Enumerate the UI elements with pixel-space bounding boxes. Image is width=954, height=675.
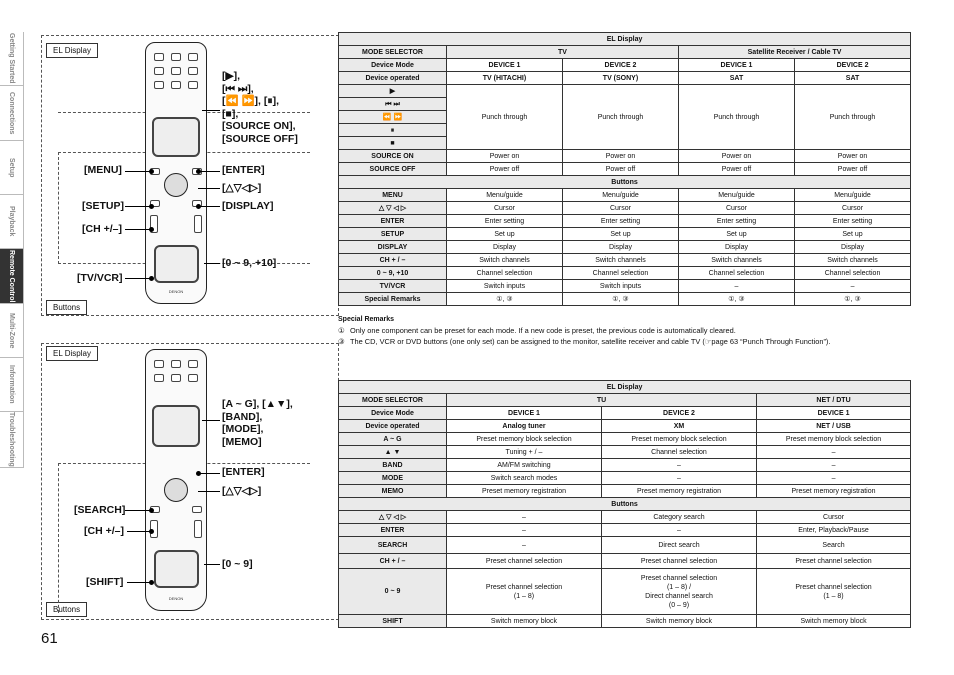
buttons-section: Buttons (339, 498, 911, 511)
table-row: CH + / – Preset channel selection Preset channel selection Preset channel selection (339, 554, 911, 569)
table-row: TV/VCR Switch inputs Switch inputs – – (339, 280, 911, 293)
table-row: △ ▽ ◁ ▷ – Category search Cursor (339, 511, 911, 524)
label-tvvcr: [TV/VCR] (77, 272, 123, 284)
table-row: SOURCE ON Power on Power on Power on Power on (339, 150, 911, 163)
table-tu-net: EL Display MODE SELECTOR TU NET / DTU Device Mode DEVICE 1 DEVICE 2 DEVICE 1 Device operated Analog tuner XM NET / USB A ~ G Preset memory block selection Preset memory block selection Preset memory block selection ▲ ▼ Tuning + / – Channel selection – BAND AM/FM switching – – MODE Switch search modes – – MEMO Preset memory registration Preset memory registration Preset memory registration Buttons △ ▽ ◁ ▷ – Category search Cursor ENTER – – Enter, Playback/Pause SEARCH – Direct search Search CH + / – Preset channel selection Preset channel selection Preset channel selection 0 ~ 9 Preset channel selection (1 – 8) Preset channel selection (1 – 8) / Direct channel search (0 – 9) Preset channel selection (1 – 8) SHIFT Switch memory block Switch memory block Switch memory block (338, 380, 911, 628)
label-digits: [0 ~ 9] (222, 558, 253, 570)
buttons-tag: Buttons (46, 602, 87, 617)
label-shift: [SHIFT] (86, 576, 124, 588)
section-sidebar (0, 32, 24, 468)
table-row: CH + / – Switch channels Switch channels Switch channels Switch channels (339, 254, 911, 267)
sidebar-tab[interactable]: Getting Started (0, 32, 24, 86)
table-title: EL Display (339, 33, 911, 46)
el-display-tag: EL Display (46, 43, 98, 58)
table-row: MODE Switch search modes – – (339, 472, 911, 485)
label-ch: [CH +/–] (82, 223, 122, 235)
sidebar-tab[interactable]: Connections (0, 86, 24, 140)
special-remarks: Special Remarks ① Only one component can be preset for each mode. If a new code is preset, the previous code is automatically cleared. ③ The CD, VCR or DVD buttons (one only set) can be assigned to the monitor, satellite receiver and cable TV (☞page 63 “Punch Through Function”). (338, 316, 831, 346)
transport-labels: [▶], [⏮ ⏭], [⏪ ⏩], [⏸], [■], [SOURCE ON], [SOURCE OFF] (222, 70, 298, 145)
sidebar-tab[interactable]: Playback (0, 195, 24, 249)
sidebar-tab[interactable]: Troubleshooting (0, 412, 24, 468)
denon-logo: DENON (168, 289, 184, 294)
el-display-tag: EL Display (46, 346, 98, 361)
table-row: BAND AM/FM switching – – (339, 459, 911, 472)
buttons-section: Buttons (339, 176, 911, 189)
label-search: [SEARCH] (74, 504, 126, 516)
table-row: △ ▽ ◁ ▷ Cursor Cursor Cursor Cursor (339, 202, 911, 215)
sidebar-tab[interactable]: Setup (0, 141, 24, 195)
table-row: MENU Menu/guide Menu/guide Menu/guide Menu/guide (339, 189, 911, 202)
sidebar-tab[interactable]: Multi-Zone (0, 304, 24, 358)
buttons-tag: Buttons (46, 300, 87, 315)
denon-logo: DENON (168, 596, 184, 601)
label-digits: [0 ~ 9, +10] (222, 257, 277, 269)
table-title: EL Display (339, 381, 911, 394)
table-row: SHIFT Switch memory block Switch memory block Switch memory block (339, 615, 911, 628)
table-row: SEARCH – Direct search Search (339, 537, 911, 554)
label-display: [DISPLAY] (222, 200, 274, 212)
table-row: A ~ G Preset memory block selection Preset memory block selection Preset memory block selection (339, 433, 911, 446)
table-row: 0 ~ 9, +10 Channel selection Channel selection Channel selection Channel selection (339, 267, 911, 280)
label-setup: [SETUP] (82, 200, 124, 212)
table-row: ▲ ▼ Tuning + / – Channel selection – (339, 446, 911, 459)
label-menu: [MENU] (84, 164, 122, 176)
sidebar-tab[interactable]: Information (0, 358, 24, 412)
remote-control-image (145, 349, 207, 611)
tuner-labels: [A ~ G], [▲▼], [BAND], [MODE], [MEMO] (222, 398, 293, 448)
label-ch: [CH +/–] (84, 525, 124, 537)
table-row: SOURCE OFF Power off Power off Power off Power off (339, 163, 911, 176)
label-enter: [ENTER] (222, 164, 265, 176)
page-number: 61 (41, 630, 58, 647)
label-cursor: [△▽◁▷] (222, 182, 262, 194)
table-row: SETUP Set up Set up Set up Set up (339, 228, 911, 241)
label-enter: [ENTER] (222, 466, 265, 478)
table-row: DISPLAY Display Display Display Display (339, 241, 911, 254)
table-row: ENTER – – Enter, Playback/Pause (339, 524, 911, 537)
table-row: Special Remarks ①, ③ ①, ③ ①, ③ ①, ③ (339, 293, 911, 306)
table-row: 0 ~ 9 Preset channel selection (1 – 8) Preset channel selection (1 – 8) / Direct channel search (0 – 9) Preset channel selection (1 – 8) (339, 569, 911, 615)
table-row: ENTER Enter setting Enter setting Enter setting Enter setting (339, 215, 911, 228)
table-row: MEMO Preset memory registration Preset memory registration Preset memory registration (339, 485, 911, 498)
sidebar-tab-active[interactable]: Remote Control (0, 249, 24, 303)
table-tv-sat: EL Display MODE SELECTOR TV Satellite Receiver / Cable TV Device Mode DEVICE 1 DEVICE 2 DEVICE 1 DEVICE 2 Device operated TV (HITACHI) TV (SONY) SAT SAT ▶ Punch through Punch through Punch through Punch through ⏮ ⏭ ⏪ ⏩ ⏸ ■ SOURCE ON Power on Power on Power on Power on SOURCE OFF Power off Power off Power off Power off Buttons MENU Menu/guide Menu/guide Menu/guide Menu/guide △ ▽ ◁ ▷ Cursor Cursor Cursor Cursor ENTER Enter setting Enter setting Enter setting Enter setting SETUP Set up Set up Set up Set up DISPLAY Display Display Display Display CH + / – Switch channels Switch channels Switch channels Switch channels 0 ~ 9, +10 Channel selection Channel selection Channel selection Channel selection TV/VCR Switch inputs Switch inputs – – Special Remarks ①, ③ ①, ③ ①, ③ ①, ③ (338, 32, 911, 306)
label-cursor: [△▽◁▷] (222, 485, 262, 497)
